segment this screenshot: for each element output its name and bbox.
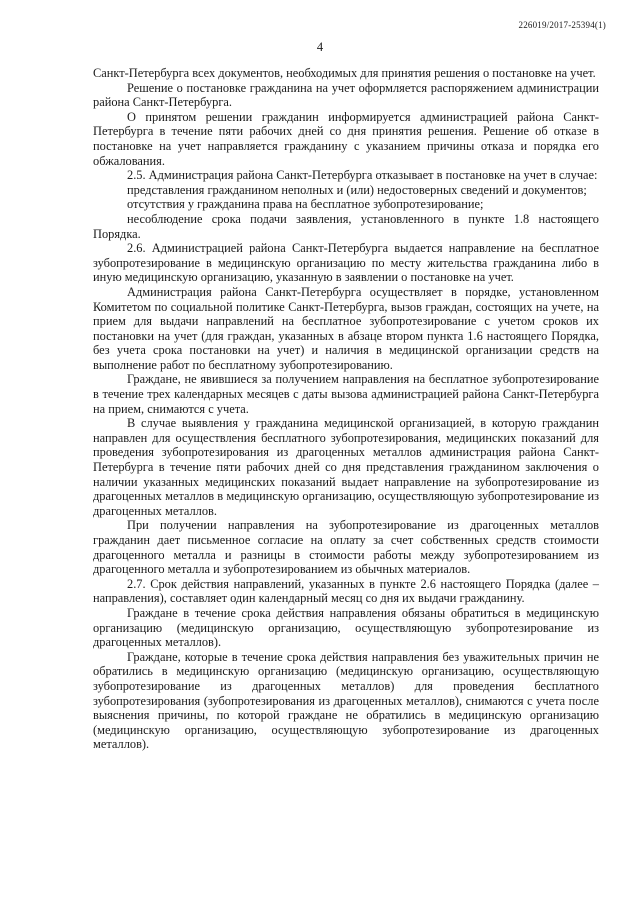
document-id: 226019/2017-25394(1) [518,20,606,30]
paragraph: Решение о постановке гражданина на учет оформляется распоряжением администрации района Санкт-Петербурга. [93,80,599,110]
paragraph: Граждане в течение срока действия направления обязаны обратиться в медицинскую организацию (медицинскую организацию, осуществляющую зубопротезирование из драгоценных металлов). [93,605,599,650]
paragraph: 2.5. Администрация района Санкт-Петербурга отказывает в постановке на учет в случае: [127,168,598,183]
paragraph: отсутствия у гражданина права на бесплатное зубопротезирование; [127,197,484,212]
paragraph: несоблюдение срока подачи заявления, установленного в пункте 1.8 настоящего Порядка. [93,211,599,241]
document-body [93,66,599,752]
paragraph: Санкт-Петербурга всех документов, необходимых для принятия решения о постановке на учет. [93,66,596,80]
paragraph: О принятом решении гражданин информируется администрацией района Санкт-Петербурга в течение пяти рабочих дней со дня принятия решения. Решение об отказе в постановке на учет направляется гражданину с указанием причины отказа и порядка его обжалования. [93,109,599,168]
paragraph: В случае выявления у гражданина медицинской организацией, в которую гражданин направлен для осуществления бесплатного зубопротезирования, медицинских показаний для проведения зубопротезирования из драгоценных металлов администрация района Санкт-Петербурга в течение пяти рабочих дней со дня представления гражданином заключения о наличии указанных медицинских показаний выдает направление на зубопротезирование из драгоценных металлов в медицинскую организацию, осуществляющую зубопротезирование из драгоценных металлов. [93,416,599,518]
page-number: 4 [316,40,324,54]
paragraph: При получении направления на зубопротезирование из драгоценных металлов гражданин дает письменное согласие на оплату за счет собственных средств стоимости драгоценного металла и разницы в стоимости работы между зубопротезированием из драгоценного металла и зубопротезированием из обычных материалов. [93,518,599,577]
paragraph: представления гражданином неполных и (или) недостоверных сведений и документов; [127,182,587,197]
paragraph: 2.6. Администрацией района Санкт-Петербурга выдается направление на бесплатное зубопротезирование в медицинскую организацию по месту жительства гражданина либо в иную медицинскую организацию, указанную в заявлении о постановке на учет. [93,241,599,285]
paragraph: Граждане, которые в течение срока действия направления без уважительных причин не обратились в медицинскую организацию (медицинскую организацию, осуществляющую зубопротезирование из драгоценных металлов) для проведения бесплатного зубопротезирования (зубопротезирования из драгоценных металлов), снимаются с учета после выяснения причины, по которой граждане не обратились в медицинскую организацию (медицинскую организацию, осуществляющую зубопротезирование из драгоценных металлов). [93,649,599,752]
paragraph: Администрация района Санкт-Петербурга осуществляет в порядке, установленном Комитетом по социальной политике Санкт-Петербурга, вызов граждан, состоящих на учете, на прием для выдачи направлений на бесплатное зубопротезирование с учетом сроков их постановки на учет (для граждан, указанных в абзаце втором пункта 1.6 настоящего Порядка, без учета срока постановки на учет) и наличия в медицинской организации средств на выполнение работ по бесплатному зубопротезированию. [93,284,599,372]
paragraph: 2.7. Срок действия направлений, указанных в пункте 2.6 настоящего Порядка (далее – направления), составляет один календарный месяц со дня их выдачи гражданину. [93,576,599,606]
paragraph: Граждане, не явившиеся за получением направления на бесплатное зубопротезирование в течение трех календарных месяцев с даты вызова администрацией района Санкт-Петербурга на прием, снимаются с учета. [93,372,599,416]
